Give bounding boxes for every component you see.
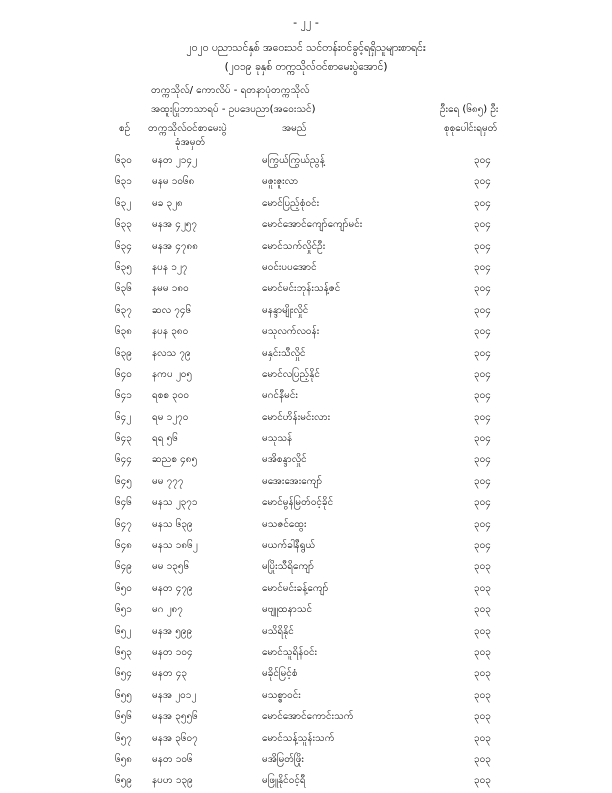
roll-number: ဆညစ ၄၈၅ [152,454,198,466]
row-number: ၆၅၉ [115,775,132,787]
results-table [0,151,612,793]
column-header-name: အမည် [282,123,307,134]
row-number: ၆၃၃ [115,219,132,231]
row-number: ၆၃၈ [115,326,132,338]
table-row [0,750,612,771]
total-marks: ၃၀၃ [474,625,491,637]
row-number: ၆၄၉ [115,561,132,573]
row-number: ၆၃၄ [115,240,132,252]
total-marks: ၃၀၄ [474,261,491,273]
roll-number: မမ ၁၃၅၆ [152,561,190,573]
table-row [0,664,612,685]
student-name: မဝင်းပပအောင် [262,261,317,273]
total-marks: ၃၀၄ [474,368,491,380]
student-name: မသုသန် [262,433,293,445]
row-number: ၆၅၈ [115,753,132,765]
table-row [0,237,612,258]
row-number: ၆၅၀ [115,582,132,594]
table-row [0,729,612,750]
roll-number: မနသ ၁၈၆၂ [152,540,198,552]
student-name: မအိမြတ်ဖြိုး [262,753,304,765]
total-marks: ၃၀၄ [474,240,491,252]
roll-number: မနတ ၄၇၉ [152,582,193,594]
row-number: ၆၄၇ [115,518,132,530]
table-row [0,429,612,450]
roll-number: မနအ ၃၆၀၇ [152,732,198,744]
row-number: ၆၅၇ [115,732,132,744]
roll-number: နကပ ၂၀၅ [152,368,193,380]
total-marks: ၃၀၃ [474,711,491,723]
roll-number: ဆလ ၇၄၆ [152,304,192,316]
total-marks: ၃၀၄ [474,390,491,402]
total-marks: ၃၀၄ [474,497,491,509]
page-number: - ၂၂ - [293,16,319,29]
roll-number: မနသ ၆၃၉ [152,518,193,530]
headcount-label: ဦးရေ (၆၈၅) ဦး [440,104,499,115]
student-name: မောင်မင်းဘုန်းသန့်ဇင် [262,283,341,295]
student-name: မပြိုးသီရိကျော် [262,561,314,573]
row-number: ၆၅၃ [115,646,132,658]
table-row [0,472,612,493]
student-name: မောင်သန့်သူန်းသက် [262,732,335,744]
table-row [0,408,612,429]
roll-number: မနအ ၃၅၅၆ [152,711,198,723]
row-number: ၆၄၄ [115,454,132,466]
student-name: မောင်မွန်မြတ်ဝင့်ခိုင် [262,497,334,509]
roll-number: မနအ ၅၉၉ [152,625,193,637]
roll-number: မနတ ၁၀၆ [152,753,193,765]
student-name: မဇူးဇူးလာ [262,176,299,188]
student-name: မောင်ပြည့်စုံဝင်း [262,197,320,209]
student-name: မောင်လပြည့်နိုင် [262,368,320,380]
table-row [0,600,612,621]
student-name: မဗျူထနာသင် [262,604,313,616]
document-title: ၂၀၂၀ ပညာသင်နှစ် အဝေးသင် သင်တန်းဝင်ခွင့်ရရှိသူများစာရင်း [186,42,426,54]
student-name: မသဇင်ထွေး [262,518,307,530]
row-number: ၆၃၆ [115,283,132,295]
student-name: မောင်အောင်ကောင်းသက် [262,711,354,723]
roll-number: မမ ၇၇၇ [152,475,184,487]
column-header-roll-line2: ခုံအမှတ် [175,137,206,148]
student-name: မသုလက်လဝန်း [262,326,320,338]
row-number: ၆၄၈ [115,540,132,552]
row-number: ၆၅၆ [115,711,132,723]
row-number: ၆၅၅ [115,689,132,701]
row-number: ၆၃၀ [115,155,132,166]
roll-number: နပဟ ၁၃၉ [152,775,193,787]
row-number: ၆၄၂ [115,411,132,423]
row-number: ၆၅၄ [115,668,132,680]
roll-number: မနတ ၂၁၄၂ [152,155,197,166]
roll-number: နလသ ၇၉ [152,347,191,359]
total-marks: ၃၀၄ [474,347,491,359]
roll-number: မနအ ၂၀၁၂ [152,689,197,701]
total-marks: ၃၀၄ [474,176,491,188]
total-marks: ၃၀၄ [474,155,491,166]
roll-number: မနသ ၂၃၇၁ [152,497,198,509]
table-row [0,579,612,600]
column-header-roll: တက္ကသိုလ်ဝင်စာမေးပွဲ [148,123,227,134]
column-header-no: စဉ် [119,123,131,134]
roll-number: မနအ ၄၇၈၈ [152,240,198,252]
roll-number: ရမ ၁၂၇၀ [152,411,189,423]
column-header-marks: စုစုပေါင်းရမှတ် [444,123,498,134]
total-marks: ၃၀၄ [474,518,491,530]
total-marks: ၃၀၄ [474,454,491,466]
table-row [0,194,612,215]
student-name: မကြွယ်ကြွယ်ညွန့် [262,155,325,166]
roll-number: မနတ ၄၃ [152,668,188,680]
student-name: မခိုင်မြင့်စံ [262,668,298,680]
row-number: ၆၄၃ [115,433,132,445]
student-name: မနန္ဒာမျိုးလှိုင် [262,304,309,316]
total-marks: ၃၀၄ [474,433,491,445]
table-row [0,771,612,792]
table-row [0,215,612,236]
student-name: မောင်သူရိန်ဝင်း [262,646,318,658]
table-row [0,344,612,365]
row-number: ၆၄၁ [115,390,132,402]
student-name: မောင်အောင်ကျော်ကျော်မင်း [262,219,363,231]
total-marks: ၃၀၄ [474,304,491,316]
university-label: တက္ကသိုလ်/ ကောလိပ် - ရတနာပုံတက္ကသိုလ် [151,85,310,96]
table-row [0,686,612,707]
table-row [0,279,612,300]
student-name: မအေးအေးကျော် [262,475,323,487]
row-number: ၆၃၅ [115,261,132,273]
total-marks: ၃၀၄ [474,475,491,487]
total-marks: ၃၀၃ [474,668,491,680]
roll-number: ရစစ ၃၀၀ [152,390,190,402]
roll-number: နပန ၃၈၀ [152,326,189,338]
table-row [0,707,612,728]
roll-number: နမမ ၁၈၀ [152,283,189,295]
total-marks: ၃၀၃ [474,775,491,787]
row-number: ၆၅၁ [115,604,132,616]
row-number: ၆၄၅ [115,475,132,487]
major-label: အထူးပြုဘာသာရပ် - ဥပဒေပညာ(အဝေးသင်) [151,104,316,115]
roll-number: မနမ ၁၀၆၈ [152,176,195,188]
student-name: မောင်ဟိန်းမင်းလား [262,411,331,423]
row-number: ၆၃၁ [115,176,132,188]
student-name: မဂင်နီမင်း [262,390,298,402]
table-row [0,643,612,664]
table-row [0,493,612,514]
student-name: မဖြူနိုင်ဝင့်ရီ [262,775,306,787]
roll-number: မဂ ၂၈၇ [152,604,183,616]
table-row [0,301,612,322]
row-number: ၆၃၉ [115,347,132,359]
total-marks: ၃၀၃ [474,732,491,744]
student-name: မောင်မင်းခန့်ကျော် [262,582,329,594]
student-name: မသိရိနိုင် [262,625,294,637]
table-row [0,557,612,578]
total-marks: ၃၀၃ [474,646,491,658]
roll-number: မနတ ၁၀၄ [152,646,193,658]
total-marks: ၃၀၃ [474,582,491,594]
table-row [0,515,612,536]
row-number: ၆၄၆ [115,497,132,509]
table-row [0,258,612,279]
total-marks: ၃၀၄ [474,411,491,423]
table-row [0,151,612,172]
student-name: မအိစန္ဒာလှိုင် [262,454,307,466]
total-marks: ၃၀၃ [474,561,491,573]
student-name: မယက်ခါနီရွယ် [262,540,316,552]
table-row [0,365,612,386]
table-row [0,386,612,407]
table-row [0,536,612,557]
roll-number: မနအ ၄၂၅၇ [152,219,198,231]
total-marks: ၃၀၄ [474,540,491,552]
table-row [0,450,612,471]
total-marks: ၃၀၃ [474,604,491,616]
total-marks: ၃၀၃ [474,753,491,765]
student-name: မသစ္စာဝင်း [262,689,301,701]
table-row [0,322,612,343]
roll-number: နပန ၁၂၇ [152,261,188,273]
roll-number: ရရ ၅၆ [152,433,178,445]
table-row [0,622,612,643]
document-subtitle: (၂၀၁၉ ခုနှစ် တက္ကသိုလ်ဝင်စာမေးပွဲအောင်) [224,61,388,73]
total-marks: ၃၀၄ [474,219,491,231]
total-marks: ၃၀၃ [474,689,491,701]
roll-number: မခ ၃၂၈ [152,197,183,209]
student-name: မနှင်းသီလှိုင် [262,347,306,359]
row-number: ၆၃၂ [115,197,132,209]
student-name: မောင်သက်လှိုင်ဦး [262,240,326,252]
total-marks: ၃၀၄ [474,283,491,295]
row-number: ၆၅၂ [115,625,132,637]
row-number: ၆၃၇ [115,304,132,316]
total-marks: ၃၀၄ [474,197,491,209]
row-number: ၆၄၀ [115,368,132,380]
total-marks: ၃၀၄ [474,326,491,338]
table-row [0,172,612,193]
